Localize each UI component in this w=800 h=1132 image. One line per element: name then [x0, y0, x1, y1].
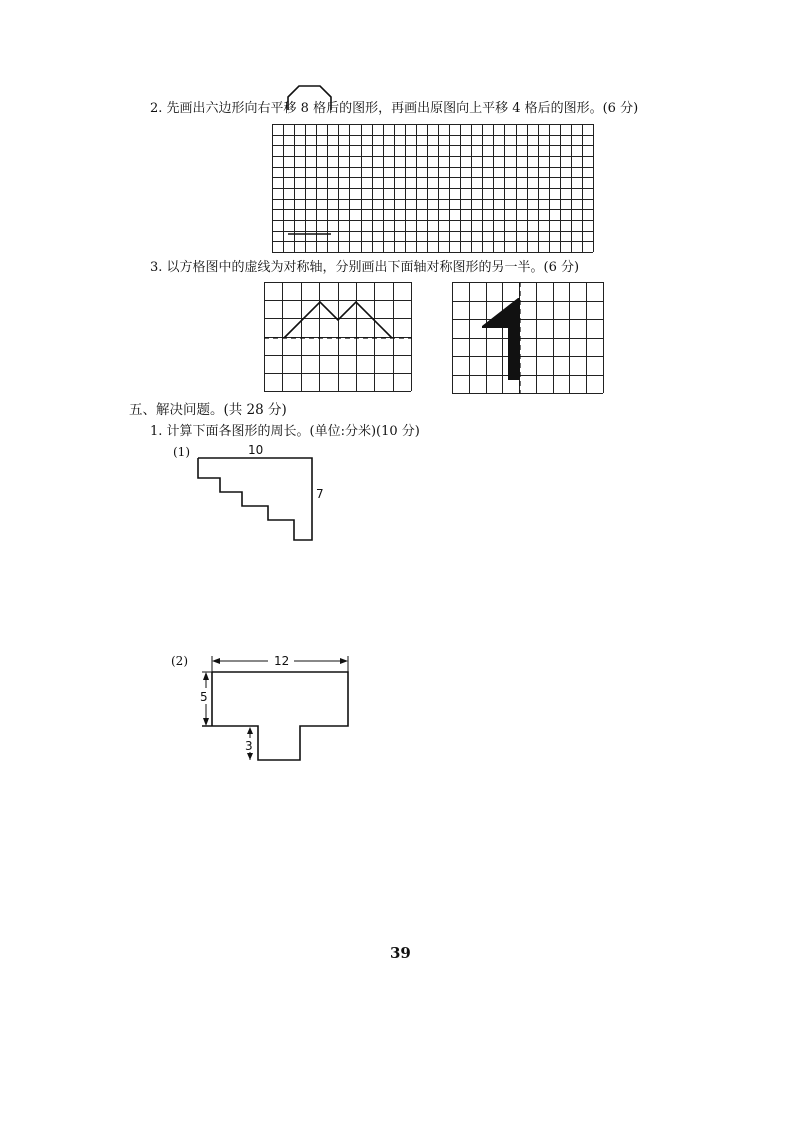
symmetry-grid-left[interactable]: [264, 282, 412, 392]
section-5-question-1: 1. 计算下面各图形的周长。(单位:分米)(10 分): [150, 424, 420, 439]
hexagon-grid[interactable]: [272, 124, 594, 254]
t-shape-figure: [190, 650, 360, 770]
page-number: 39: [390, 944, 411, 962]
staircase-height-label: 7: [316, 487, 324, 501]
sub-figure-2-label: (2): [171, 654, 188, 668]
t-shape-height-label: 5: [200, 690, 208, 704]
section-5-heading: 五、解决问题。(共 28 分): [129, 402, 287, 418]
symmetry-grid-right[interactable]: [452, 282, 604, 394]
sub-figure-1-label: (1): [173, 445, 190, 459]
staircase-figure: [190, 440, 330, 550]
question-2-text: 2. 先画出六边形向右平移 8 格后的图形，再画出原图向上平移 4 格后的图形。(6 分): [150, 101, 639, 116]
staircase-width-label: 10: [248, 443, 264, 457]
question-3-text: 3. 以方格图中的虚线为对称轴，分别画出下面轴对称图形的另一半。(6 分): [150, 260, 580, 275]
staircase-outline: [198, 458, 312, 540]
t-shape-outline: [202, 672, 348, 760]
t-shape-stem-label: 3: [245, 739, 253, 753]
t-shape-width-label: 12: [274, 654, 290, 668]
